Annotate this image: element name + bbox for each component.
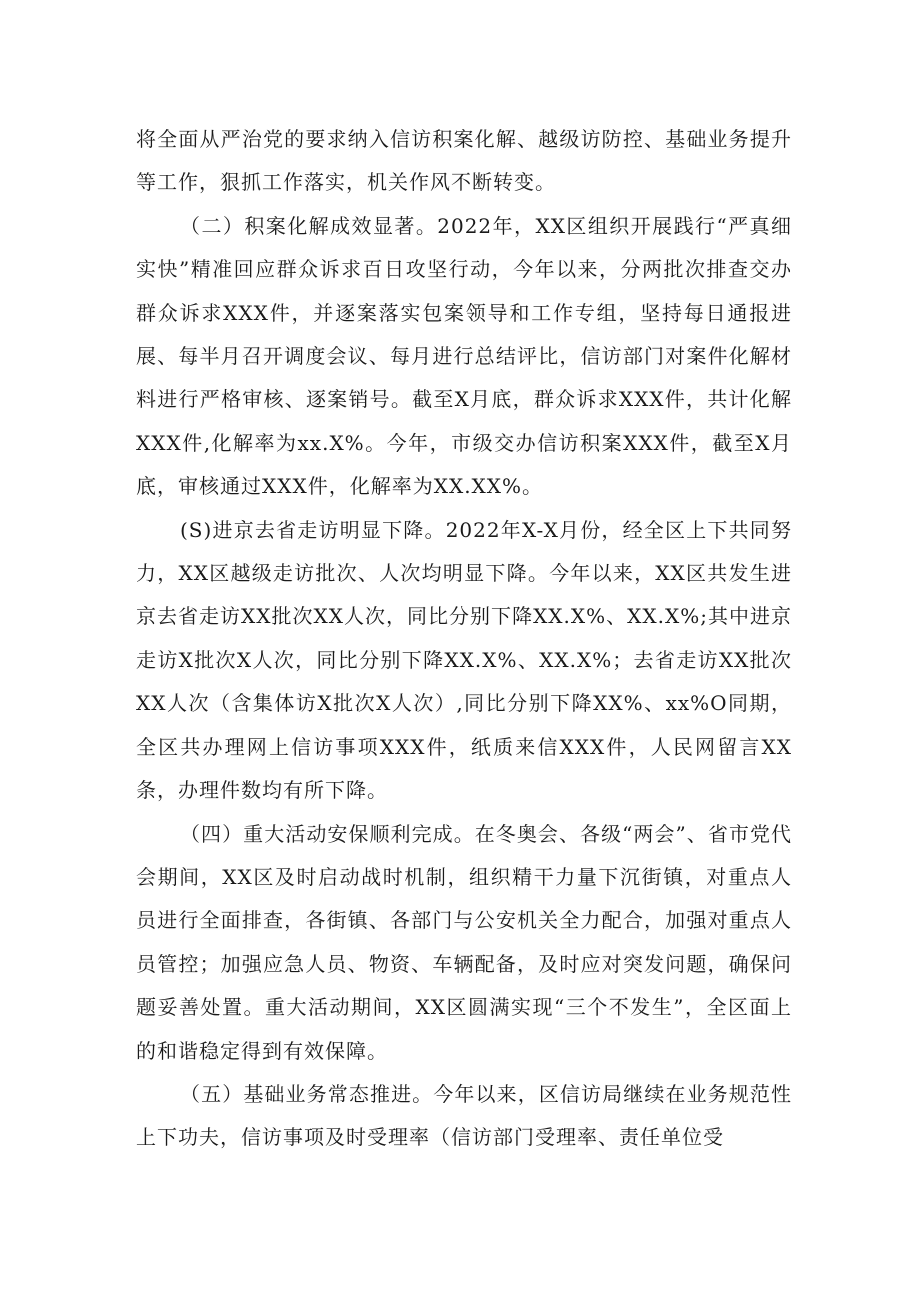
paragraph-petition-visits-decline: (S)进京去省走访明显下降。2022年X-X月份，经全区上下共同努力，XX区越级走访批次、人次均明显下降。今年以来，XX区共发生进京去省走访XX批次XX人次，同比分别下降XX.X%、XX.X%;其中进京走访X批次X人次，同比分别下降XX.X%、XX.X%；去省走访XX批次XX人次（含集体访X批次X人次）,同比分别下降XX%、xx%O同期，全区共办理网上信访事项XXX件，纸质来信XXX件，人民网留言XX条，办理件数均有所下降。 — [136, 517, 792, 803]
paragraph-continuation: 将全面从严治党的要求纳入信访积案化解、越级访防控、基础业务提升等工作，狠抓工作落实，机关作风不断转变。 — [136, 127, 792, 195]
paragraph-basic-business: （五）基础业务常态推进。今年以来，区信访局继续在业务规范性上下功夫，信访事项及时受理率（信访部门受理率、责任单位受 — [136, 1081, 792, 1150]
paragraph-backlog-resolution: （二）积案化解成效显著。2022年，XX区组织开展践行“严真细实快”精准回应群众诉求百日攻坚行动，今年以来，分两批次排查交办群众诉求XXX件，并逐案落实包案领导和工作专组，坚持每日通报进展、每半月召开调度会议、每月进行总结评比，信访部门对案件化解材料进行严格审核、逐案销号。截至X月底，群众诉求XXX件，共计化解XXX件,化解率为xx.X%。今年，市级交办信访积案XXX件，截至X月底，审核通过XXX件，化解率为XX.XX%。 — [136, 213, 792, 499]
document-body — [136, 118, 792, 1160]
paragraph-major-events-security: （四）重大活动安保顺利完成。在冬奥会、各级“两会”、省市党代会期间，XX区及时启动战时机制，组织精干力量下沉街镇，对重点人员进行全面排查，各街镇、各部门与公安机关全力配合，加强对重点人员管控；加强应急人员、物资、车辆配备，及时应对突发问题，确保问题妥善处置。重大活动期间，XX区圆满实现“三个不发生”，全区面上的和谐稳定得到有效保障。 — [136, 821, 792, 1063]
